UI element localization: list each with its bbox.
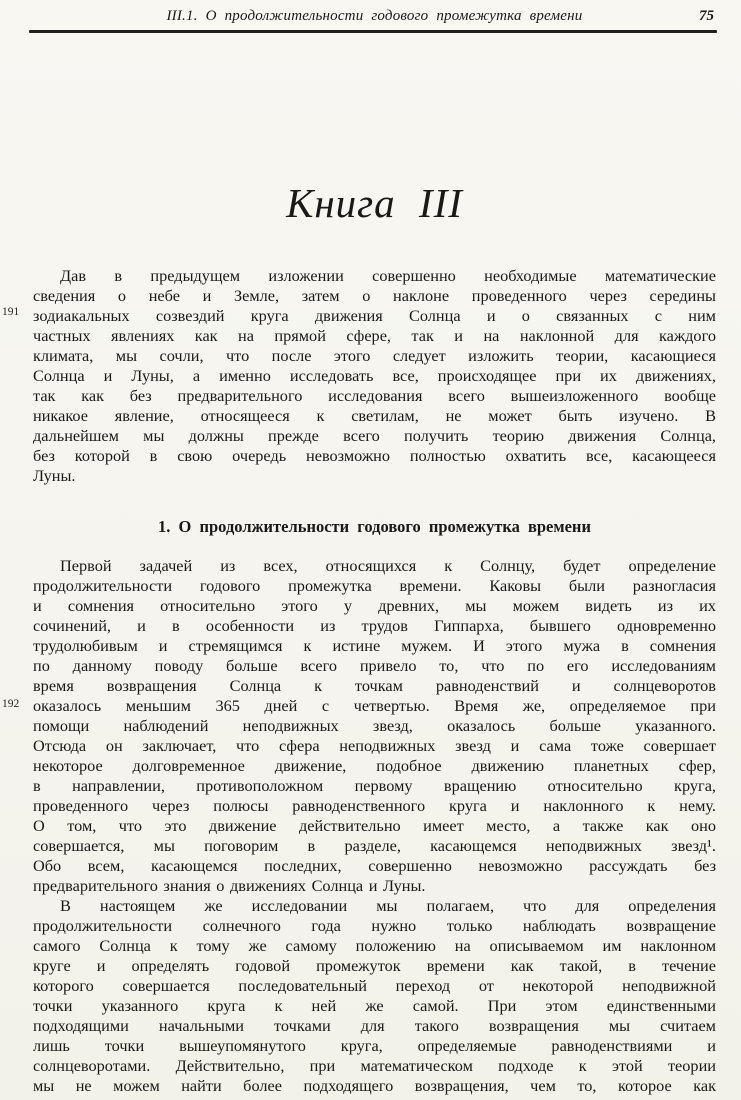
text-line: Первой задачей из всех, относящихся к Солнцу, будет определение xyxy=(60,556,716,575)
text-line: Дав в предыдущем изложении совершенно необходимые математические xyxy=(60,266,716,285)
text-line: сочинений, и в особенности из трудов Гиппарха, бывшего одновременно xyxy=(33,616,716,635)
text-line: климата, мы сочли, что после этого следует изложить теории, касающиеся xyxy=(33,346,716,365)
text-line: которого совершается последовательный переход от некоторой неподвижной xyxy=(33,976,716,995)
text-line: точки указанного круга к ней же самой. При этом единственными xyxy=(33,996,716,1015)
text-line: солнцеворотами. Действительно, при математическом подходе к этой теории xyxy=(33,1056,716,1075)
text-line: предварительного знания о движениях Солнца и Луны. xyxy=(33,876,426,895)
book-title: Книга III xyxy=(286,180,463,226)
text-line: подходящими начальными точками для такого возвращения мы считаем xyxy=(33,1016,716,1035)
text-line: лишь точки вышеупомянутого круга, определяемые равноденствиями и xyxy=(33,1036,716,1055)
text-line: самого Солнца к тому же самому положению на описываемом им наклонном xyxy=(33,936,716,955)
text-line: О том, что это движение действительно имеет место, а также как оно xyxy=(33,816,716,835)
text-line: Солнца и Луны, а именно исследовать все, происходящее при их движениях, xyxy=(33,366,716,385)
header-divider xyxy=(29,30,717,33)
text-line: трудолюбивым и стремящимся к истине мужем. И этого мужа в сомнения xyxy=(33,636,716,655)
text-line: по данному поводу больше всего привело то, что по его исследованиям xyxy=(33,656,716,675)
text-line: продолжительности солнечного года нужно только наблюдать возвращение xyxy=(33,916,716,935)
text-line: сведения о небе и Земле, затем о наклоне проведенного через середины xyxy=(33,286,716,305)
text-line: никакое явление, относящееся к светилам, не может быть изучено. В xyxy=(33,406,716,425)
paragraph xyxy=(33,896,716,1096)
text-line: Луны. xyxy=(33,466,76,485)
text-line: и сомнения относительно этого у древних, мы можем видеть из их xyxy=(33,596,716,615)
text-line: некоторое долговременное движение, подобное движению планетных сфер, xyxy=(33,756,716,775)
running-header xyxy=(33,7,716,25)
text-line: помощи наблюдений неподвижных звезд, оказалось больше указанного. xyxy=(33,716,716,735)
text-line: время возвращения Солнца к точкам равноденствий и солнцеворотов xyxy=(33,676,716,695)
text-line: без которой в свою очередь невозможно полностью охватить все, касающееся xyxy=(33,446,716,465)
text-line: частных явлениях как на прямой сфере, так и на наклонной для каждого xyxy=(33,326,716,345)
running-title: III.1. О продолжительности годового промежутка времени xyxy=(166,8,583,24)
paragraph xyxy=(33,556,716,896)
text-line: в направлении, противоположном первому вращению относительно круга, xyxy=(33,776,716,795)
text-line: мы не можем найти более подходящего возвращения, чем то, которое как xyxy=(33,1076,716,1095)
section-heading: 1. О продолжительности годового промежутка времени xyxy=(158,517,591,536)
paragraph xyxy=(33,266,716,486)
text-line: В настоящем же исследовании мы полагаем, что для определения xyxy=(60,896,716,915)
text-line: так как без предварительного исследования всего вышеизложенного вообще xyxy=(33,386,716,405)
text-line: круге и определять годовой промежуток времени как такой, в течение xyxy=(33,956,716,975)
text-line: Обо всем, касающемся последних, совершенно невозможно рассуждать без xyxy=(33,856,716,875)
margin-number: 192 xyxy=(2,698,20,710)
margin-number: 191 xyxy=(2,306,20,318)
text-line: совершается, мы поговорим в разделе, касающемся неподвижных звезд¹. xyxy=(33,836,716,855)
page-number: 75 xyxy=(699,8,714,24)
text-line: дальнейшем мы должны прежде всего получить теорию движения Солнца, xyxy=(33,426,716,445)
text-line: Отсюда он заключает, что сфера неподвижных звезд и сама тоже совершает xyxy=(33,736,716,755)
text-line: продолжительности годового промежутка времени. Каковы были разногласия xyxy=(33,576,716,595)
text-line: зодиакальных созвездий круга движения Солнца и о связанных с ним xyxy=(33,306,716,325)
text-line: проведенного через полюсы равноденственного круга и наклонного к нему. xyxy=(33,796,716,815)
text-line: оказалось меньшим 365 дней с четвертью. Время же, определяемое при xyxy=(33,696,716,715)
